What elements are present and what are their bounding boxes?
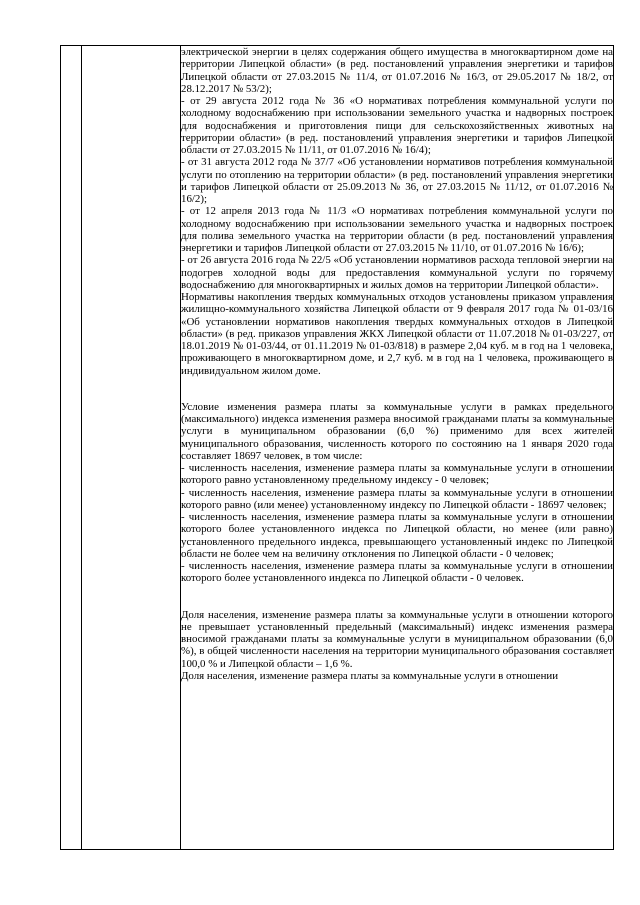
paragraph: - от 31 августа 2012 года № 37/7 «Об установлении нормативов потребления коммунальной услуги по отоплению на территории области» (в ред. постановлений управления энергетики и тарифов Липецкой области от 25.09.2013 № 36, от 27.03.2015 № 11/12, от 01.07.2016 № 16/2); [181, 156, 613, 205]
paragraph: - численность населения, изменение размера платы за коммунальные услуги в отношении которого равно (или менее) установленному индексу по Липецкой области - 18697 человек; [181, 486, 613, 511]
paragraph: - от 26 августа 2016 года № 22/5 «Об установлении нормативов расхода тепловой энергии на подогрев холодной воды для предоставления коммунальной услуги по горячему водоснабжению для многоквартирных и жилых домов на территории Липецкой области». [181, 254, 613, 291]
paragraph: - численность населения, изменение размера платы за коммунальные услуги в отношении которого равно установленному предельному индексу - 0 человек; [181, 462, 613, 487]
paragraph: - численность населения, изменение размера платы за коммунальные услуги в отношении которого более установленного индекса по Липецкой области - 0 человек. [181, 560, 613, 585]
table-cell-name [82, 46, 181, 850]
paragraph: электрической энергии в целях содержания общего имущества в многоквартирном доме на территории Липецкой области» (в ред. постановлений управления энергетики и тарифов Липецкой области от 27.03.2015 № 11/4, от 01.07.2016 № 16/3, от 29.05.2017 № 18/2, от 28.12.2017 № 53/2); [181, 46, 613, 95]
table-cell-content [181, 46, 614, 850]
paragraph: - от 29 августа 2012 года № 36 «О нормативах потребления коммунальной услуги по холодному водоснабжению при использовании земельного участка и надворных построек для водоснабжения и приготовления пищи для сельскохозяйственных животных на территории области» (в ред. постановлений управления энергетики и тарифов Липецкой области от 27.03.2015 № 11/11, от 01.07.2016 № 16/4); [181, 95, 613, 156]
paragraph: Доля населения, изменение размера платы за коммунальные услуги в отношении [181, 669, 559, 682]
table-cell-number [61, 46, 82, 850]
paragraph: Доля населения, изменение размера платы за коммунальные услуги в отношении которого не превышает установленный предельный (максимальный) индекс изменения размера вносимой гражданами платы за коммунальные услуги в муниципальном образовании (6,0 %), в общей численности населения на территории муниципального образования составляет 100,0 % и Липецкой области – 1,6 %. [181, 608, 613, 670]
table-row [61, 46, 614, 850]
document-table [60, 45, 614, 850]
paragraph: - от 12 апреля 2013 года № 11/3 «О нормативах потребления коммунальной услуги по холодному водоснабжению при использовании земельного участка и надворных построек для полива земельного участка на территории области (в ред. постановлений управления энергетики и тарифов Липецкой области от 27.03.2015 № 11/10, от 01.07.2016 № 16/6); [181, 205, 613, 254]
paragraph: Нормативы накопления твердых коммунальных отходов установлены приказом управления жилищно-коммунального хозяйства Липецкой области от 9 февраля 2017 года № 01-03/16 «Об установлении нормативов накопления твердых коммунальных отходов в Липецкой области» (в ред. приказов управления ЖКХ Липецкой области от 11.07.2018 № 01-03/227, от 18.01.2019 № 01-03/44, от 01.11.2019 № 01-03/818) в размере 2,04 куб. м в год на 1 человека, проживающего в многоквартирном доме, и 2,7 куб. м в год на 1 человека, проживающего в индивидуальном жилом доме. [181, 291, 613, 377]
content-text [181, 46, 613, 682]
paragraph-gap [181, 377, 613, 401]
paragraph: - численность населения, изменение размера платы за коммунальные услуги в отношении которого более установленного индекса по Липецкой области, но менее (или равно) установленного предельного индекса, превышающего установленный индекс по Липецкой области не более чем на величину отклонения по Липецкой области - 0 человек; [181, 511, 613, 560]
paragraph-gap [181, 585, 613, 609]
paragraph: Условие изменения размера платы за коммунальные услуги в рамках предельного (максимального) индекса изменения размера вносимой гражданами платы за коммунальные услуги в муниципальном образовании (6,0 %) применимо для всех жителей муниципального образования, численность которого по состоянию на 1 января 2020 года составляет 18697 человек, в том числе: [181, 400, 613, 462]
